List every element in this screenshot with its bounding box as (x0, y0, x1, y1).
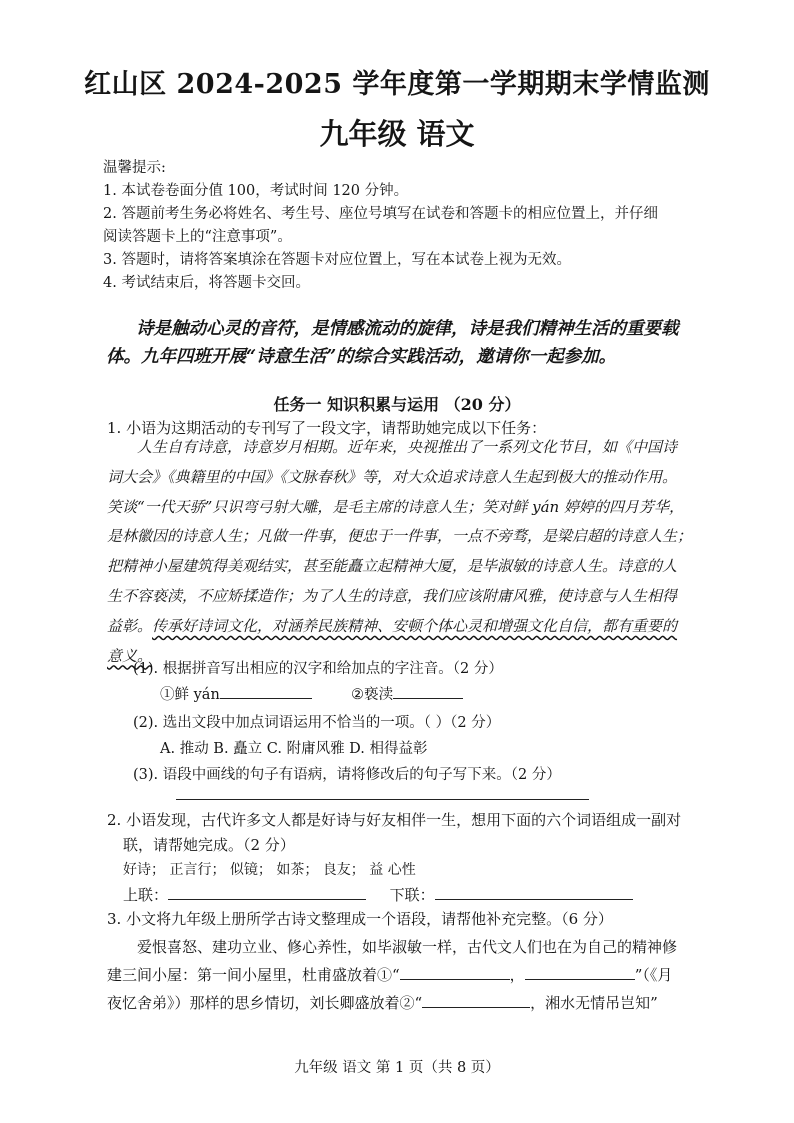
q1-sub1-answers (160, 682, 463, 708)
q3-line (107, 989, 658, 1017)
q1-passage (107, 433, 697, 671)
tips-item: 2. 答题前考生务必将姓名、考生号、座位号填写在试卷和答题卡的相应位置上，并仔细 (103, 206, 658, 222)
tips-item: 3. 答题时，请将答案填涂在答题卡对应位置上，写在本试卷上视为无效。 (103, 252, 571, 268)
tips-item: 阅读答题卡上的“注意事项”。 (103, 229, 292, 245)
q1-sub1: (1). 根据拼音写出相应的汉字和给加点的字注音。（2 分） (133, 661, 503, 677)
q1-sub3: (3). 语段中画线的句子有语病，请将修改后的句子写下来。（2 分） (133, 767, 561, 783)
passage-line: 词大会》《典籍里的中国》《文脉春秋》等，对大众追求诗意人生起到极大的推动作用。 (107, 467, 678, 486)
intro-paragraph (106, 315, 706, 371)
q1-sub2: (2). 选出文段中加点词语运用不恰当的一项。（ ）（2 分） (133, 715, 501, 731)
q3-line (107, 961, 672, 989)
tips-item: 4. 考试结束后，将答题卡交回。 (103, 275, 310, 291)
intro-line: 诗是触动心灵的音符，是情感流动的旋律，诗是我们精神生活的重要载 (136, 319, 679, 339)
q2-stem-line: 联，请帮她完成。（2 分） (123, 836, 295, 854)
q3-text: 建三间小屋：第一间小屋里，杜甫盛放着①“ (107, 966, 400, 984)
upper-couplet-label: 上联： (123, 886, 169, 904)
answer-blank[interactable] (525, 963, 635, 980)
tips-item: 1. 本试卷卷面分值 100，考试时间 120 分钟。 (103, 183, 409, 199)
passage-line: 是林徽因的诗意人生；凡做一件事，便忠于一件事，一点不旁骛，是梁启超的诗意人生； (107, 527, 693, 546)
passage-line: 人生自有诗意，诗意岁月相期。近年来，央视推出了一系列文化节目，如《中国诗 (137, 438, 678, 456)
answer-blank[interactable] (220, 682, 312, 699)
sub1-item-b: ②亵渎 (351, 687, 394, 703)
underlined-sentence-end: 意义。 (107, 646, 153, 665)
q3-line: 爱恨喜怒、建功立业、修心养性，如毕淑敏一样，古代文人们也在为自己的精神修 (137, 938, 678, 956)
q2-stem-line: 2. 小语发现，古代许多文人都是好诗与好友相伴一生，想用下面的六个词语组成一副对 (107, 811, 682, 829)
passage-line: 笑谈“一代天骄”只识弯弓射大雕，是毛主席的诗意人生；笑对鲜 yán 婷婷的四月芳华， (107, 497, 684, 516)
page-footer: 九年级 语文 第 1 页（共 8 页） (294, 1060, 500, 1076)
q3-text: ， (509, 966, 525, 984)
sub1-item-a: ①鲜 yán (160, 687, 220, 703)
intro-line: 体。九年四班开展“诗意生活”的综合实践活动，邀请你一起参加。 (106, 347, 617, 367)
lower-couplet-label: 下联： (389, 886, 435, 904)
lower-couplet-blank[interactable] (435, 883, 633, 900)
answer-blank[interactable] (400, 963, 510, 980)
q3-text: 夜忆舍弟》）那样的思乡情切，刘长卿盛放着②“ (107, 994, 423, 1012)
q3-text: ，湘水无情吊岂知” (530, 994, 658, 1012)
task1-heading: 任务一 知识积累与运用 （20 分） (273, 395, 521, 414)
passage-line: 把精神小屋建筑得美观结实，甚至能矗立起精神大厦，是毕淑敏的诗意人生。诗意的人 (107, 557, 678, 576)
passage-line: 生不容亵渎，不应矫揉造作；为了人生的诗意，我们应该附庸风雅，使诗意与人生相得 (107, 586, 678, 605)
underlined-sentence: 传承好诗词文化，对涵养民族精神、安顿个体心灵和增强文化自信，都有重要的 (152, 616, 678, 635)
exam-subtitle: 九年级 语文 (319, 117, 475, 151)
tips-section (103, 157, 658, 295)
passage-fragment: 益彰。 (107, 616, 153, 635)
q2-word-list: 好诗； 正言行； 似镜； 如茶； 良友； 益 心性 (123, 862, 416, 878)
exam-title: 红山区 2024-2025 学年度第一学期期末学情监测 (84, 69, 710, 100)
q1-sub2-options: A. 推动 B. 矗立 C. 附庸风雅 D. 相得益彰 (160, 741, 428, 757)
answer-blank[interactable] (393, 682, 463, 699)
q3-text: ”（《月 (634, 966, 673, 984)
q1-sub3-answer-line[interactable] (176, 799, 589, 800)
upper-couplet-blank[interactable] (168, 883, 366, 900)
q3-stem: 3. 小文将九年级上册所学古诗文整理成一个语段，请帮他补充完整。（6 分） (107, 910, 613, 928)
tips-heading: 温馨提示: (103, 160, 166, 176)
answer-blank[interactable] (422, 991, 530, 1008)
q1-stem: 1. 小语为这期活动的专刊写了一段文字，请帮助她完成以下任务： (107, 419, 547, 437)
passage-line (107, 612, 697, 642)
